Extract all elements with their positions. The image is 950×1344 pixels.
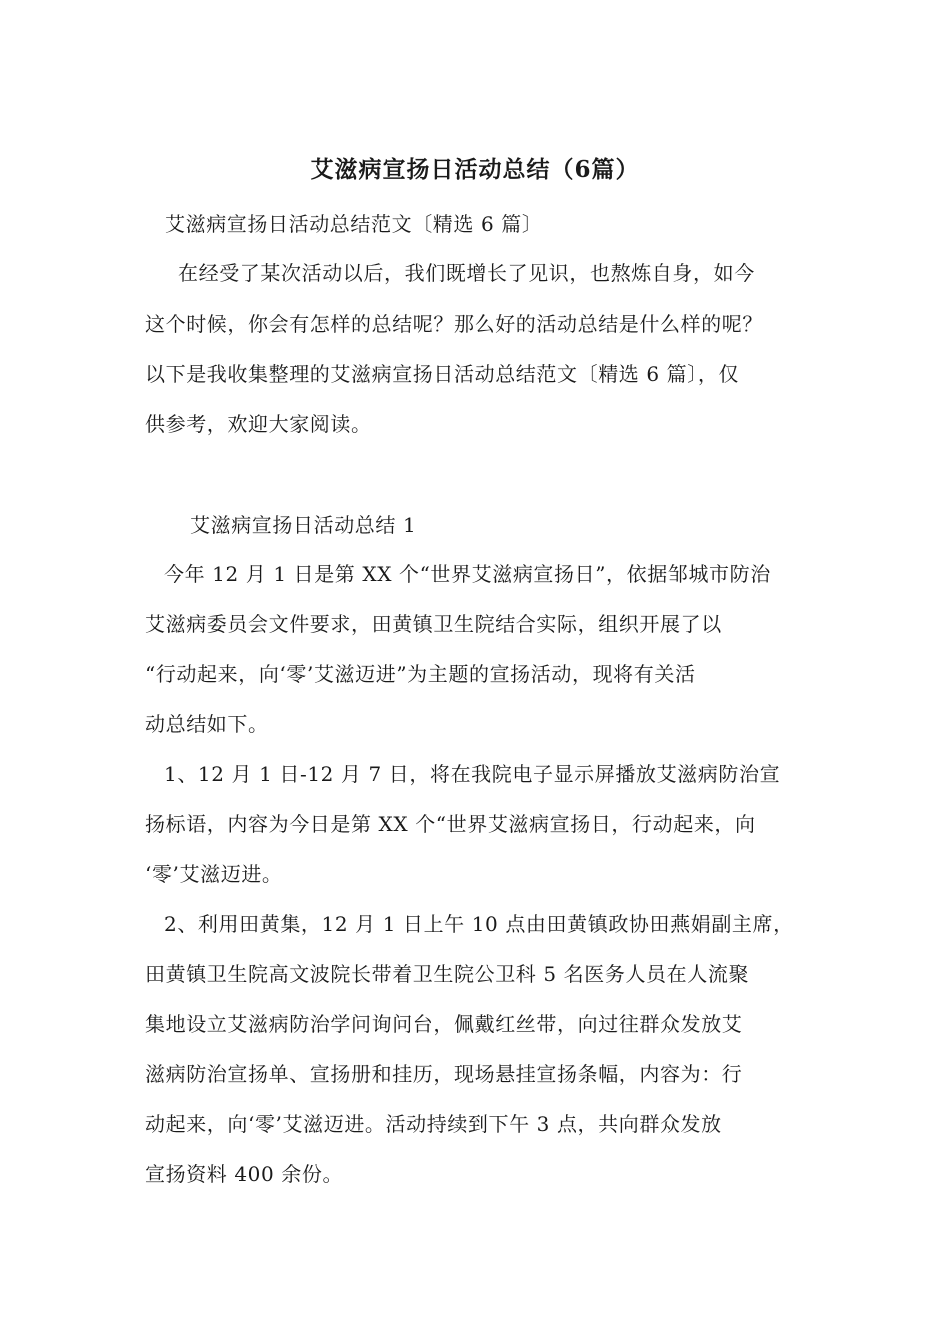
section-paragraph-line: 动总结如下。 <box>145 712 269 736</box>
section-paragraph-line: 今年 12 月 1 日是第 XX 个“世界艾滋病宣扬日”，依据邹城市防治 <box>164 562 771 586</box>
intro-line: 这个时候，你会有怎样的总结呢？那么好的活动总结是什么样的呢？ <box>145 312 763 336</box>
list-item-line: 动起来，向‘零’艾滋迈进。活动持续到下午 3 点，共向群众发放 <box>145 1112 722 1136</box>
list-item-line: 扬标语，内容为今日是第 XX 个“世界艾滋病宣扬日，行动起来，向 <box>145 812 756 836</box>
list-item-line: ‘零’艾滋迈进。 <box>145 862 283 886</box>
section-paragraph-line: “行动起来，向‘零’艾滋迈进”为主题的宣扬活动，现将有关活 <box>145 662 696 686</box>
list-item-line: 宣扬资料 400 余份。 <box>145 1162 344 1186</box>
section-heading: 艾滋病宣扬日活动总结 1 <box>190 513 417 537</box>
list-item-line: 2、利用田黄集，12 月 1 日上午 10 点由田黄镇政协田燕娟副主席， <box>164 912 794 936</box>
list-item-line: 田黄镇卫生院高文波院长带着卫生院公卫科 5 名医务人员在人流聚 <box>145 962 750 986</box>
document-subtitle: 艾滋病宣扬日活动总结范文〔精选 6 篇〕 <box>165 212 543 236</box>
intro-line: 在经受了某次活动以后，我们既增长了见识，也熬炼自身，如今 <box>178 261 755 285</box>
intro-line: 以下是我收集整理的艾滋病宣扬日活动总结范文〔精选 6 篇〕，仅 <box>145 362 740 386</box>
document-title: 艾滋病宣扬日活动总结（6篇） <box>310 156 640 183</box>
intro-line: 供参考，欢迎大家阅读。 <box>145 412 372 436</box>
list-item-line: 集地设立艾滋病防治学问询问台，佩戴红丝带，向过往群众发放艾 <box>145 1012 743 1036</box>
list-item-line: 1、12 月 1 日-12 月 7 日，将在我院电子显示屏播放艾滋病防治宣 <box>164 762 781 786</box>
section-paragraph-line: 艾滋病委员会文件要求，田黄镇卫生院结合实际，组织开展了以 <box>145 612 722 636</box>
list-item-line: 滋病防治宣扬单、宣扬册和挂历，现场悬挂宣扬条幅，内容为：行 <box>145 1062 743 1086</box>
